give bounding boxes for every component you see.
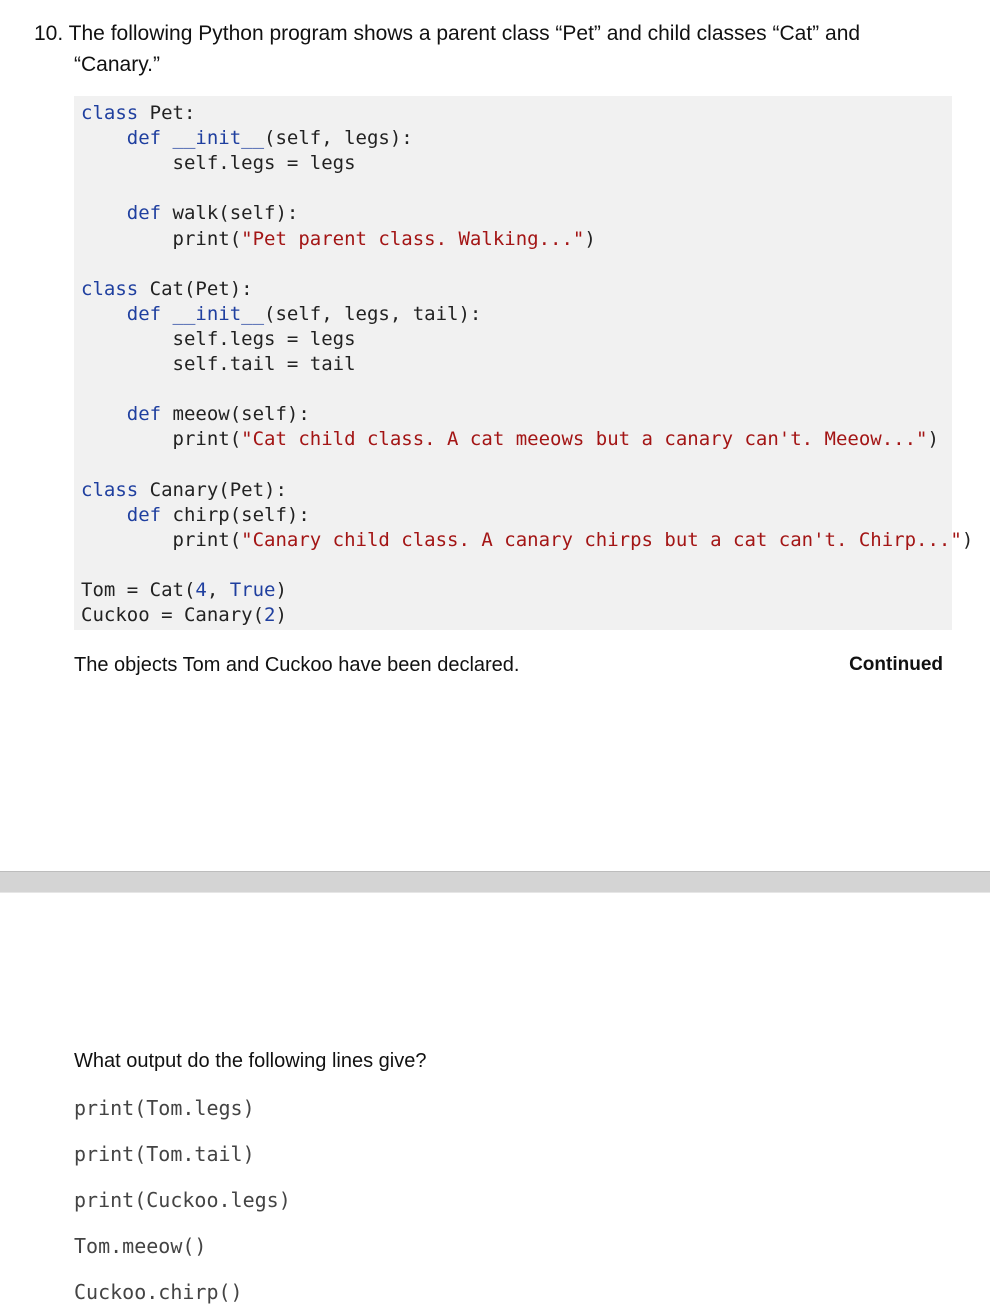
code-token: (self, legs, tail): [264,302,482,325]
code-line [81,151,356,176]
code-token: print( [81,428,242,451]
code-token: def [81,127,173,150]
continued-label: Continued [849,654,943,675]
code-token: print( [81,227,242,250]
code-line [81,427,939,452]
code-line [81,352,356,377]
code-token: "Cat child class. A cat meeows but a canary can't. Meeow..." [241,428,928,451]
code-token: class [81,102,150,124]
code-token: Tom = Cat( [81,578,196,601]
code-token: "Pet parent class. Walking..." [241,227,585,250]
code-token: __init__ [172,302,265,325]
code-token: class [81,478,150,501]
code-line [81,478,287,503]
code-line [81,503,310,528]
question-prompt: What output do the following lines give? [74,1050,427,1072]
question-number: 10. [34,22,64,45]
code-token: def [81,503,173,526]
question-text [34,18,948,80]
code-line [81,126,413,151]
code-token: Canary(Pet): [149,478,287,501]
question-body-continued: “Canary.” [74,53,160,76]
output-statement: print(Tom.legs) [74,1096,255,1120]
code-line [81,201,298,226]
code-token: __init__ [172,127,265,150]
code-line [81,327,356,352]
code-token: ) [927,428,939,451]
code-token: walk(self): [172,202,299,225]
code-token: ) [275,578,287,601]
output-statement: print(Cuckoo.legs) [74,1188,291,1212]
code-token: print( [81,528,242,551]
code-line [81,227,596,252]
code-token: self.legs = legs [81,152,356,175]
page-break-divider [0,871,990,893]
code-token: 4 [195,578,207,601]
question-body: The following Python program shows a parent class “Pet” and child classes “Cat” and [68,22,861,45]
code-token: , [206,578,230,601]
declared-text: The objects Tom and Cuckoo have been declared. [74,654,520,676]
code-token: def [81,202,173,225]
code-line [81,302,481,327]
code-token: (self, legs): [264,127,413,150]
code-line [81,528,973,553]
code-token: Cuckoo = Canary( [81,604,265,626]
code-line [81,101,195,126]
code-token: Cat(Pet): [149,277,253,300]
code-line [81,277,253,302]
code-token: 2 [264,604,276,626]
code-line [81,603,287,628]
output-statement: print(Tom.tail) [74,1142,255,1166]
output-statement: Tom.meeow() [74,1234,207,1258]
code-token: self.tail = tail [81,353,356,375]
code-token: meeow(self): [172,403,310,426]
code-token: ) [961,528,974,551]
code-token: True [229,578,276,601]
code-token: def [81,302,173,325]
code-block [74,96,974,630]
code-line [81,578,287,603]
code-token: "Canary child class. A canary chirps but a cat can't. Chirp..." [241,528,962,551]
code-token: def [81,403,173,426]
code-line [81,402,310,427]
code-token: ) [584,227,596,250]
code-token: chirp(self): [172,503,310,526]
code-token: self.legs = legs [81,327,356,350]
code-token: ) [275,604,287,626]
code-token: Pet: [149,102,196,124]
output-statement: Cuckoo.chirp() [74,1280,243,1304]
code-token: class [81,277,150,300]
